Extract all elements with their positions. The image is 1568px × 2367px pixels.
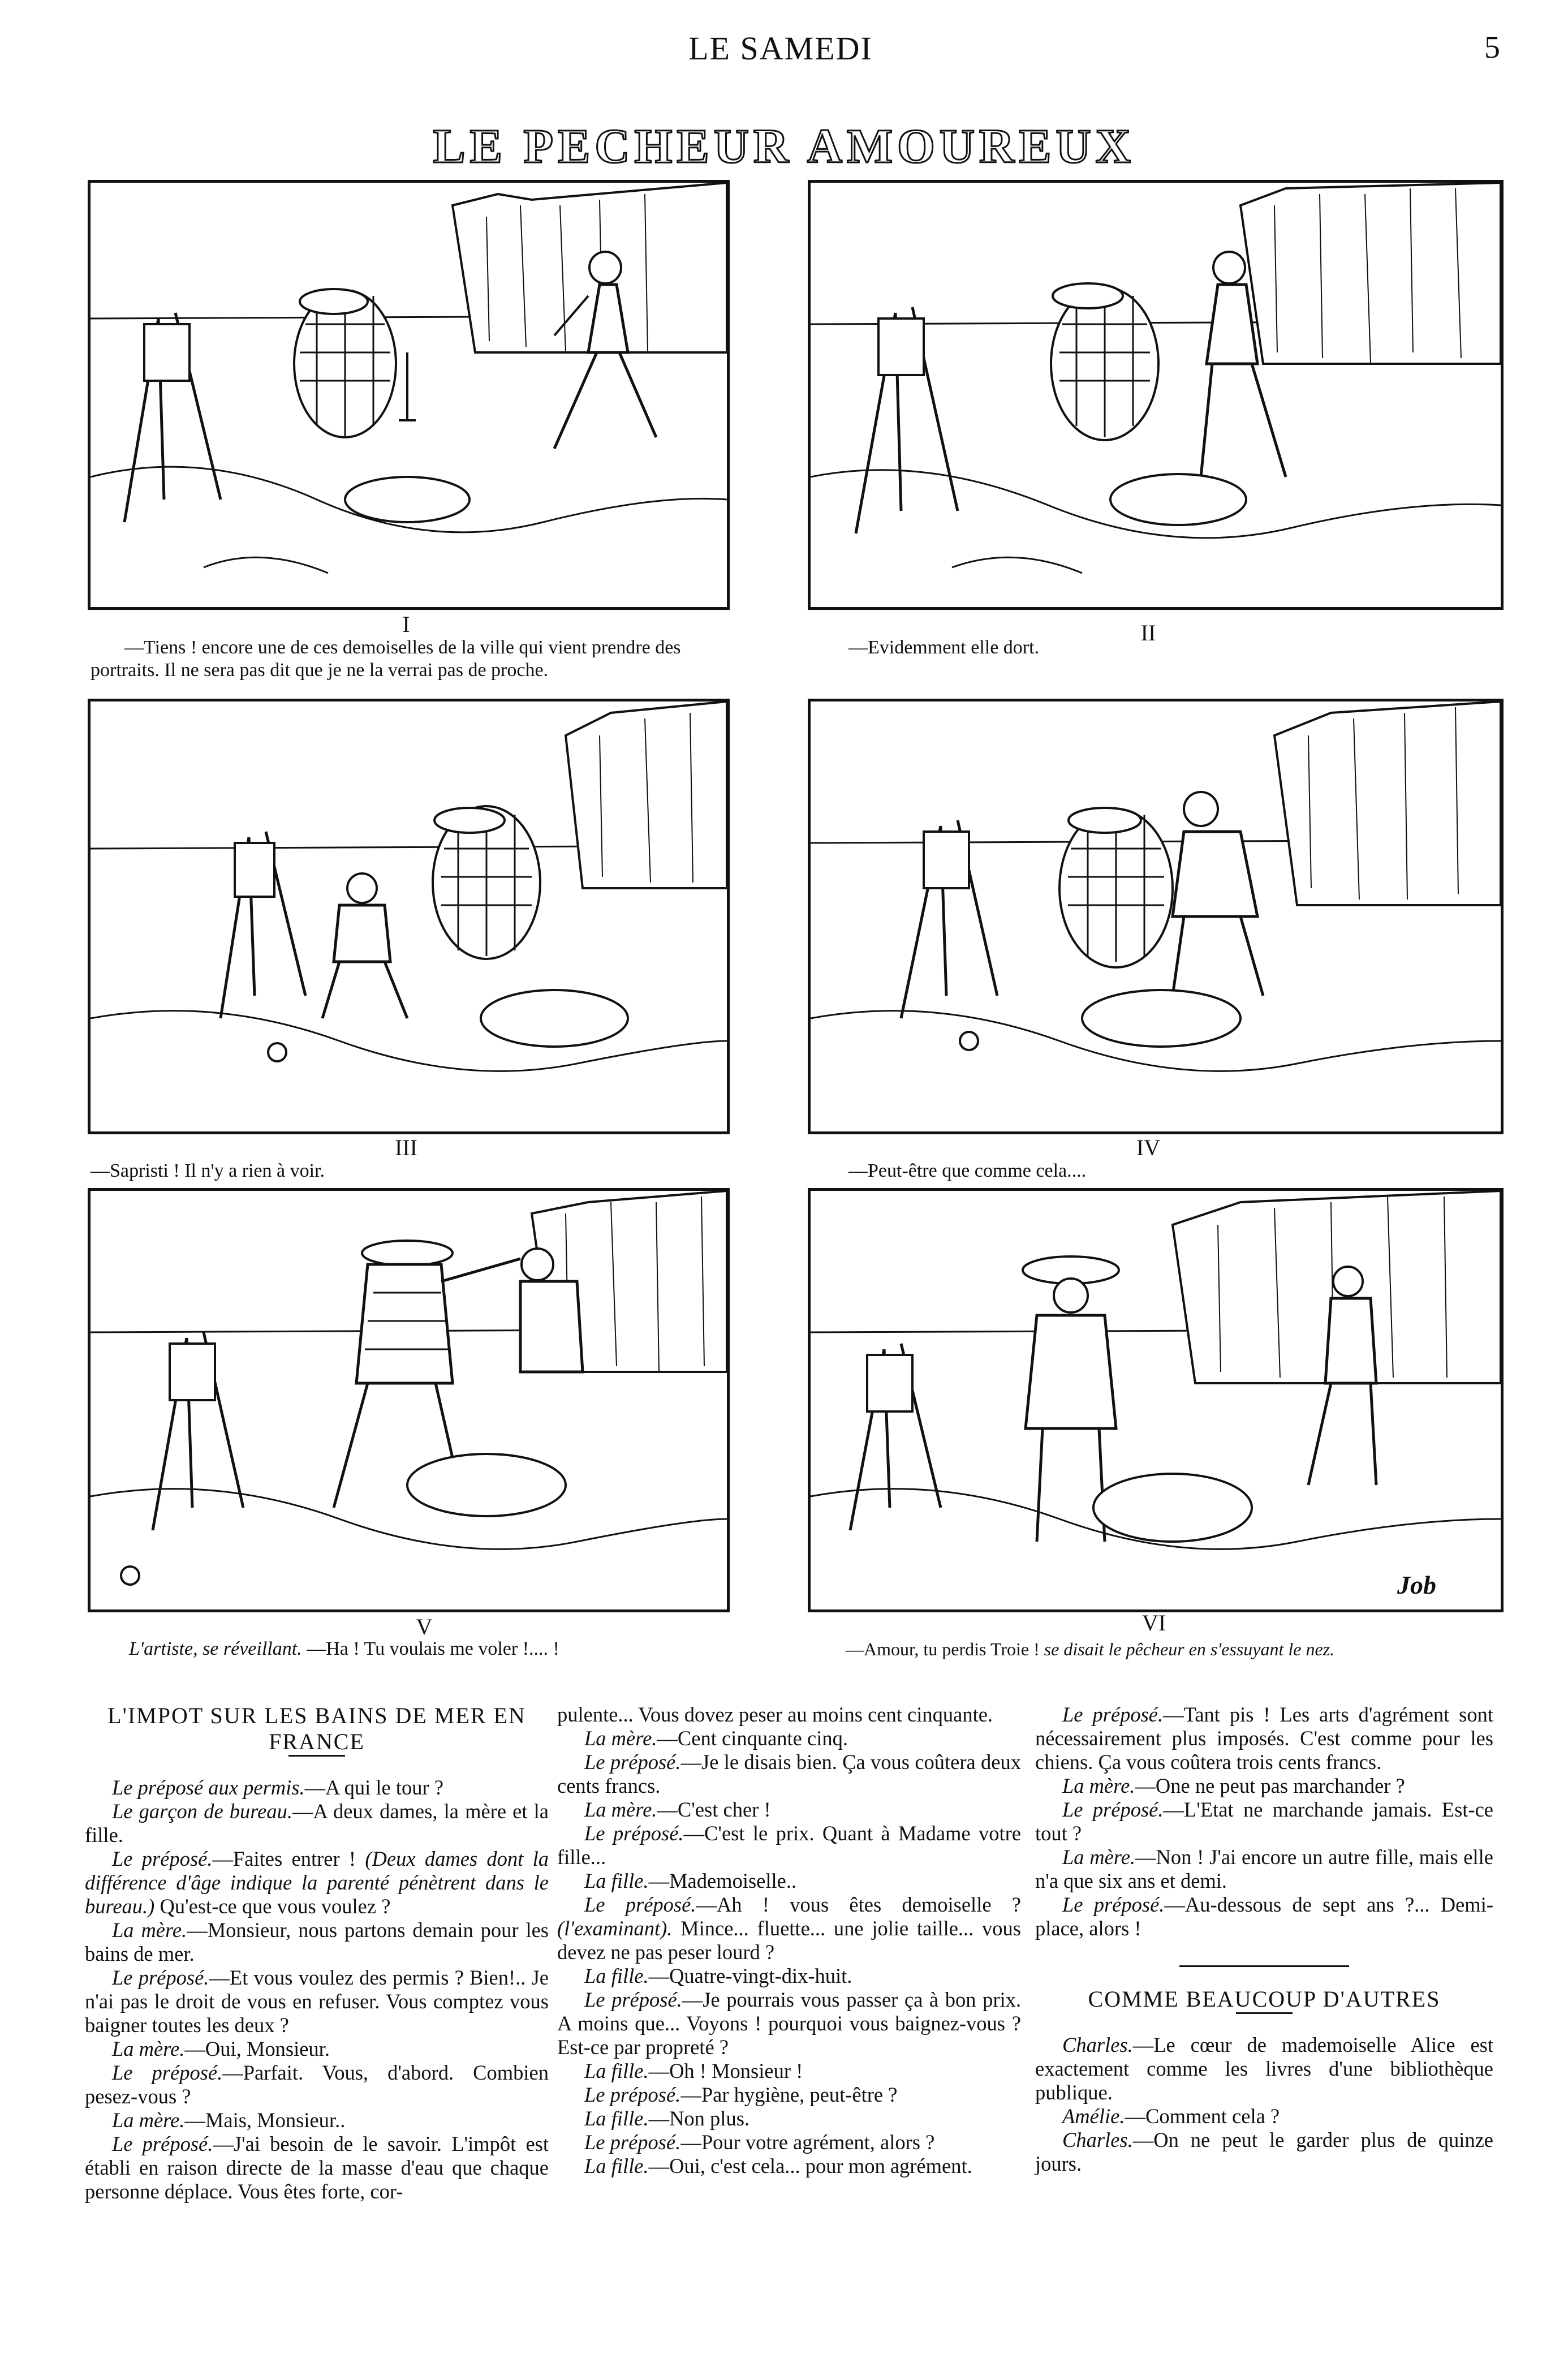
speaker: Le préposé. [112, 2061, 223, 2084]
dialogue-line [85, 2132, 549, 2204]
speech: —C'est cher ! [657, 1798, 771, 1821]
panel-6-caption-italic: se disait le pêcheur en s'essuyant le nez. [1044, 1639, 1335, 1659]
panel-5-numeral: V [416, 1614, 433, 1639]
panel-5-caption-italic: L'artiste, se réveillant. [129, 1638, 302, 1659]
speech: —Quatre-vingt-dix-huit. [648, 1964, 852, 1987]
speech: —Mademoiselle.. [648, 1869, 797, 1892]
panel-3-caption-line-1: —Sapristi ! Il n'y a rien à voir. [91, 1160, 325, 1181]
speaker: La mère. [1062, 1774, 1135, 1797]
dialogue-line [557, 1893, 1021, 1964]
dialogue-line [1035, 1845, 1493, 1893]
comic-title-text: LE PECHEUR AMOUREUX [433, 119, 1135, 173]
panel-5-illustration [91, 1191, 727, 1609]
dialogue-line [1035, 2128, 1493, 2176]
dialogue-line [85, 1776, 549, 1800]
panel-1-caption-line-1: —Tiens ! encore une de ces demoiselles de la ville qui vient prendre des [124, 637, 681, 658]
comic-title [0, 118, 1568, 174]
speaker: Le préposé. [584, 2083, 681, 2106]
speech: —Mais, Monsieur.. [184, 2108, 346, 2132]
speaker: La fille. [584, 2059, 649, 2082]
dialogue-line [85, 1966, 549, 2037]
dialogue-line [557, 2107, 1021, 2131]
speaker: Le garçon de bureau. [112, 1800, 292, 1823]
dialogue-line [1035, 2105, 1493, 2128]
panel-2-caption-line-1: —Evidemment elle dort. [848, 637, 1040, 658]
speaker: Le préposé. [584, 1750, 681, 1774]
panel-4-caption-line-1: —Peut-être que comme cela.... [848, 1160, 1087, 1181]
speech: —C'est le prix. Quant à Madame votre fille... [557, 1822, 1021, 1869]
speech: —Le cœur de mademoiselle Alice est exactement comme les livres d'une bibliothèque publique. [1035, 2033, 1493, 2104]
dialogue-line [85, 2061, 549, 2108]
speaker: La mère. [112, 1918, 187, 1942]
comic-panel-1 [88, 180, 730, 610]
panel-6-numeral: VI [1141, 1610, 1166, 1636]
dialogue-line [85, 1800, 549, 1847]
dialogue-line [1035, 1798, 1493, 1845]
speech: —Pour votre agrément, alors ? [680, 2131, 935, 2154]
speech: —Non ! J'ai encore un autre fille, mais elle n'a que six ans et demi. [1035, 1845, 1493, 1892]
speech: —One ne peut pas marchander ? [1135, 1774, 1405, 1797]
speech: —Je pourrais vous passer ça à bon prix. A moins que... Voyons ! pourquoi vous baignez-vous ? Est-ce par propreté ? [557, 1988, 1021, 2059]
comic-panel-3 [88, 699, 730, 1134]
panel-6-caption-line-1: —Amour, tu perdis Troie ! [846, 1639, 1040, 1659]
comic-panel-5 [88, 1188, 730, 1612]
speaker: La mère. [112, 2037, 185, 2060]
speaker: La fille. [584, 1964, 649, 1987]
article-title-line-2: FRANCE [269, 1729, 365, 1754]
speech: —Ah ! vous êtes demoiselle ? [696, 1893, 1021, 1916]
speech-continued: Mince... fluette... une jolie taille... vous devez ne pas peser lourd ? [557, 1917, 1021, 1964]
dialogue-line [557, 1798, 1021, 1822]
dialogue-line [557, 1869, 1021, 1893]
panel-1-caption-line-2: portraits. Il ne sera pas dit que je ne la verrai pas de proche. [91, 660, 549, 681]
speaker: Le préposé. [584, 2131, 681, 2154]
article-column-3 [1035, 1703, 1493, 2176]
speaker: Le préposé. [112, 2132, 213, 2155]
journal-name: LE SAMEDI [688, 30, 873, 67]
dialogue-line [557, 2131, 1021, 2154]
speaker: La mère. [584, 1727, 657, 1750]
panel-6-caption [846, 1638, 1513, 1660]
panel-2-numeral: II [1140, 620, 1156, 645]
dialogue-line [1035, 1774, 1493, 1798]
speech: —A qui le tour ? [304, 1776, 443, 1799]
speech: —Oui, c'est cela... pour mon agrément. [648, 2154, 972, 2177]
speech: —Comment cela ? [1125, 2105, 1280, 2128]
speaker: Le préposé aux permis. [112, 1776, 305, 1799]
speaker: Amélie. [1062, 2105, 1125, 2128]
speech: —Oh ! Monsieur ! [648, 2059, 803, 2082]
section-rule [1179, 1965, 1349, 1967]
panel-1-illustration [91, 183, 727, 607]
speech: —L'Etat ne marchande jamais. Est-ce tout ? [1035, 1798, 1493, 1845]
speaker: Le préposé. [1062, 1703, 1164, 1726]
speaker: Le préposé. [112, 1847, 213, 1870]
speaker: La mère. [1062, 1845, 1136, 1869]
article-column-1 [85, 1703, 549, 2204]
speech: —Et vous voulez des permis ? Bien!.. Je n'ai pas le droit de vous en refuser. Vous comptez vous baigner toutes les deux ? [85, 1966, 549, 2037]
panel-3-numeral: III [395, 1135, 417, 1160]
panel-1-numeral: I [402, 612, 410, 637]
dialogue-line [1035, 2033, 1493, 2105]
panel-1-caption [91, 636, 724, 682]
dialogue-line [557, 2154, 1021, 2178]
speaker: La fille. [584, 2107, 649, 2130]
dialogue-line [85, 2108, 549, 2132]
dialogue-line [557, 1964, 1021, 1988]
dialogue-line [85, 1847, 549, 1918]
speaker: Le préposé. [1062, 1893, 1165, 1916]
speaker: La fille. [584, 1869, 649, 1892]
page-number: 5 [1484, 30, 1500, 65]
speaker: La mère. [112, 2108, 185, 2132]
speech: —Monsieur, nous partons demain pour les bains de mer. [85, 1918, 549, 1965]
panel-3-caption [91, 1160, 713, 1182]
title-rule [288, 1755, 345, 1757]
speech: —Au-dessous de sept ans ?... Demi-place, alors ! [1035, 1893, 1493, 1940]
dialogue-line [557, 1727, 1021, 1750]
dialogue-line [557, 2083, 1021, 2107]
comic-panel-2 [808, 180, 1504, 610]
dialogue-line [557, 1822, 1021, 1869]
article-2-title: COMME BEAUCOUP D'AUTRES [1088, 1986, 1441, 2012]
stage-direction: (Deux dames dont la différence d'âge indique la parenté pénètrent dans le bureau.) [85, 1847, 549, 1918]
panel-2-caption [848, 636, 1471, 659]
panel-4-numeral: IV [1136, 1135, 1161, 1160]
speaker: Le préposé. [584, 1893, 696, 1916]
speech: —Non plus. [648, 2107, 750, 2130]
panel-3-illustration [91, 702, 727, 1131]
article-title-line-1: L'IMPOT SUR LES BAINS DE MER EN [107, 1703, 526, 1728]
speaker: Charles. [1062, 2033, 1133, 2056]
speech: —Je le disais bien. Ça vous coûtera deux cents francs. [557, 1750, 1021, 1797]
speech: —Tant pis ! Les arts d'agrément sont nécessairement plus imposés. C'est comme pour les chiens. Ça vous coûtera trois cents francs. [1035, 1703, 1493, 1774]
dialogue-line [557, 1703, 1021, 1727]
article-column-2 [557, 1703, 1021, 2178]
panel-2-illustration [811, 183, 1501, 607]
comic-panel-6 [808, 1188, 1504, 1612]
dialogue-line [85, 1918, 549, 1966]
speech: —Cent cinquante cinq. [657, 1727, 848, 1750]
speaker: La fille. [584, 2154, 649, 2177]
speech: —Faites entrer ! [212, 1847, 365, 1870]
speaker: Le préposé. [112, 1966, 209, 1989]
panel-4-illustration [811, 702, 1501, 1131]
speaker: La mère. [584, 1798, 657, 1821]
dialogue-line [1035, 1893, 1493, 1940]
speech: —On ne peut le garder plus de quinze jours. [1035, 2128, 1493, 2175]
panel-5-caption-line-1: —Ha ! Tu voulais me voler !.... ! [307, 1638, 559, 1659]
speaker: Charles. [1062, 2128, 1133, 2151]
speaker: Le préposé. [1062, 1798, 1164, 1821]
stage-direction: (l'examinant). [557, 1917, 673, 1940]
running-head [0, 29, 1568, 75]
speech: —Oui, Monsieur. [184, 2037, 330, 2060]
dialogue-line [85, 2037, 549, 2061]
title-rule-2 [1236, 2012, 1293, 2014]
dialogue-line [1035, 1703, 1493, 1774]
speech: pulente... Vous dovez peser au moins cent cinquante. [557, 1703, 993, 1726]
speech: —Parfait. Vous, d'abord. Combien pesez-vous ? [85, 2061, 549, 2108]
speaker: Le préposé. [584, 1822, 684, 1845]
speech: —J'ai besoin de le savoir. L'impôt est établi en raison directe de la masse d'eau que chaque personne déplace. Vous êtes forte, cor- [85, 2132, 549, 2203]
speech-continued: Qu'est-ce que vous voulez ? [154, 1895, 391, 1918]
speech: —Par hygiène, peut-être ? [680, 2083, 898, 2106]
artist-signature: Job [1397, 1570, 1436, 1599]
panel-6-illustration [811, 1191, 1501, 1609]
panel-5-caption [129, 1638, 729, 1660]
comic-panel-4 [808, 699, 1504, 1134]
speech: —A deux dames, la mère et la fille. [85, 1800, 549, 1847]
article-title [85, 1703, 549, 1755]
dialogue-line [557, 2059, 1021, 2083]
dialogue-line [557, 1988, 1021, 2059]
speaker: Le préposé. [584, 1988, 682, 2011]
panel-4-caption [848, 1160, 1471, 1182]
dialogue-line [557, 1750, 1021, 1798]
